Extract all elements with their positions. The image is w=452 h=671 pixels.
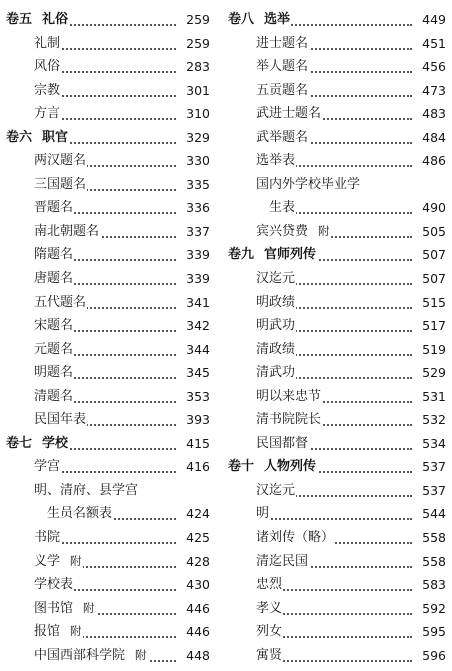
page-number: 345 [178, 361, 210, 385]
toc-entry-label [228, 455, 317, 479]
toc-entry [6, 173, 210, 197]
entry-title: 明政绩 [256, 294, 296, 310]
entry-title: 晋题名 [34, 200, 74, 216]
toc-entry [6, 149, 210, 173]
toc-entry-label [228, 126, 309, 150]
page-number: 341 [178, 291, 210, 315]
entry-title: 民国年表 [34, 412, 87, 428]
toc-entry-label [6, 291, 87, 315]
entry-title: 举人题名 [256, 59, 309, 75]
table-of-contents [0, 8, 452, 668]
toc-entry [228, 149, 446, 173]
toc-entry [6, 479, 210, 503]
toc-entry-label [228, 8, 291, 32]
entry-title: 书院 [34, 530, 61, 546]
volume-title: 职官 [42, 129, 69, 145]
toc-entry [228, 361, 446, 385]
volume-number: 卷八 [228, 12, 255, 27]
toc-entry-label [6, 385, 74, 409]
page-number: 486 [414, 149, 446, 173]
page-number: 337 [178, 220, 210, 244]
entry-title: 明 [256, 506, 270, 522]
toc-entry [228, 338, 446, 362]
page-number: 353 [178, 385, 210, 409]
toc-entry-label [228, 55, 309, 79]
toc-entry [6, 267, 210, 291]
toc-entry-label [228, 550, 309, 574]
page-number: 456 [414, 55, 446, 79]
toc-entry [228, 126, 446, 150]
toc-entry-label [228, 173, 361, 197]
entry-title: 礼制 [34, 35, 61, 51]
toc-volume-heading [6, 126, 210, 150]
toc-entry [6, 526, 210, 550]
toc-entry [6, 385, 210, 409]
toc-entry [6, 550, 210, 574]
entry-title: 生表 [269, 200, 296, 216]
page-number: 473 [414, 79, 446, 103]
entry-title: 义学 [34, 553, 61, 569]
page-number: 529 [414, 361, 446, 385]
entry-title: 清题名 [34, 388, 74, 404]
toc-entry-label [6, 102, 61, 126]
page-number: 596 [414, 644, 446, 668]
volume-number: 卷五 [6, 12, 33, 27]
page-number: 339 [178, 243, 210, 267]
toc-entry-label [6, 338, 74, 362]
toc-entry [6, 291, 210, 315]
toc-entry-label [6, 455, 61, 479]
toc-entry [228, 432, 446, 456]
volume-title: 人物列传 [264, 459, 317, 475]
toc-entry [228, 573, 446, 597]
toc-entry-label [228, 361, 296, 385]
volume-title: 官师列传 [264, 247, 317, 263]
page-number: 335 [178, 173, 210, 197]
toc-entry [228, 32, 446, 56]
page-number: 507 [414, 243, 446, 267]
toc-column-left [6, 8, 210, 667]
toc-entry-label [6, 526, 61, 550]
toc-entry-label [6, 597, 96, 621]
toc-entry [228, 102, 446, 126]
toc-entry-label [228, 149, 296, 173]
toc-entry-label [228, 314, 296, 338]
page-number: 483 [414, 102, 446, 126]
entry-title: 宋题名 [34, 318, 74, 334]
entry-title: 明武功 [256, 318, 296, 334]
toc-entry [6, 338, 210, 362]
toc-volume-heading [228, 455, 446, 479]
appendix-marker: 附 [70, 624, 82, 639]
toc-entry-label [6, 32, 61, 56]
page-number: 583 [414, 573, 446, 597]
entry-title: 宾兴贷费 [256, 223, 309, 239]
toc-volume-heading [228, 8, 446, 32]
toc-entry-continuation [228, 196, 446, 220]
toc-entry [6, 196, 210, 220]
entry-title: 寓贤 [256, 647, 283, 663]
page-number: 519 [414, 338, 446, 362]
toc-entry [6, 408, 210, 432]
page-number: 393 [178, 408, 210, 432]
toc-entry [6, 220, 210, 244]
entry-title: 图书馆 [34, 600, 74, 616]
entry-title: 明题名 [34, 365, 74, 381]
toc-entry-label [228, 196, 296, 220]
entry-title: 清武功 [256, 365, 296, 381]
volume-title: 学校 [42, 435, 69, 451]
toc-entry-label [6, 644, 148, 668]
toc-entry [228, 173, 446, 197]
page-number: 416 [178, 455, 210, 479]
page-number: 424 [178, 502, 210, 526]
toc-entry-label [6, 479, 139, 503]
toc-entry [228, 620, 446, 644]
toc-entry-label [6, 243, 74, 267]
toc-entry-label [228, 291, 296, 315]
entry-title: 孝义 [256, 600, 283, 616]
appendix-marker: 附 [135, 647, 147, 662]
toc-entry-label [228, 408, 322, 432]
appendix-marker: 附 [318, 223, 330, 238]
volume-number: 卷七 [6, 435, 33, 451]
toc-entry-label [6, 432, 69, 456]
page-number: 558 [414, 550, 446, 574]
toc-entry [228, 526, 446, 550]
entry-title: 宗教 [34, 82, 61, 98]
entry-title: 武进士题名 [256, 106, 322, 122]
entry-title: 清政绩 [256, 341, 296, 357]
toc-entry [6, 102, 210, 126]
volume-number: 卷九 [228, 247, 255, 263]
toc-entry [6, 243, 210, 267]
toc-entry [6, 314, 210, 338]
toc-entry-label [6, 550, 83, 574]
page-number: 595 [414, 620, 446, 644]
toc-entry-label [6, 55, 61, 79]
toc-entry-label [228, 32, 309, 56]
entry-title: 汉迄元 [256, 271, 296, 287]
entry-title: 武举题名 [256, 129, 309, 145]
page-number: 259 [178, 32, 210, 56]
toc-entry-label [228, 385, 322, 409]
toc-entry [228, 220, 446, 244]
volume-number: 卷十 [228, 459, 255, 475]
entry-title: 清迄民国 [256, 553, 309, 569]
toc-entry-label [228, 102, 322, 126]
page-number: 339 [178, 267, 210, 291]
toc-volume-heading [6, 432, 210, 456]
toc-entry-label [228, 597, 283, 621]
toc-entry-label [228, 526, 335, 550]
entry-title: 明、清府、县学宫 [34, 482, 139, 498]
toc-entry-label [228, 573, 283, 597]
page-number: 537 [414, 479, 446, 503]
toc-entry [6, 361, 210, 385]
page-number: 446 [178, 620, 210, 644]
toc-entry-label [228, 267, 296, 291]
entry-title: 汉迄元 [256, 482, 296, 498]
toc-entry-label [6, 126, 69, 150]
entry-title: 选举表 [256, 153, 296, 169]
entry-title: 两汉题名 [34, 153, 87, 169]
toc-entry [228, 79, 446, 103]
entry-title: 民国都督 [256, 435, 309, 451]
appendix-marker: 附 [70, 553, 82, 568]
toc-entry-label [228, 502, 270, 526]
toc-entry [228, 314, 446, 338]
page-number: 283 [178, 55, 210, 79]
page-number: 531 [414, 385, 446, 409]
entry-title: 忠烈 [256, 577, 283, 593]
toc-entry [228, 55, 446, 79]
toc-entry [6, 620, 210, 644]
toc-entry-label [6, 173, 87, 197]
page-number: 336 [178, 196, 210, 220]
toc-entry [6, 79, 210, 103]
entry-title: 唐题名 [34, 271, 74, 287]
entry-title: 隋题名 [34, 247, 74, 263]
toc-entry-label [6, 573, 74, 597]
page-number: 592 [414, 597, 446, 621]
page-number: 484 [414, 126, 446, 150]
entry-title: 报馆 [34, 624, 61, 640]
entry-title: 五贡题名 [256, 82, 309, 98]
entry-title: 学宫 [34, 459, 61, 475]
toc-entry-label [228, 338, 296, 362]
entry-title: 中国西部科学院 [34, 647, 126, 663]
entry-title: 三国题名 [34, 176, 87, 192]
volume-number: 卷六 [6, 129, 33, 145]
page-number: 415 [178, 432, 210, 456]
toc-entry [228, 385, 446, 409]
entry-title: 学校表 [34, 577, 74, 593]
toc-entry-label [228, 243, 317, 267]
entry-title: 诸刘传（略） [256, 530, 335, 546]
toc-entry [228, 291, 446, 315]
page-number: 344 [178, 338, 210, 362]
toc-entry-label [6, 361, 74, 385]
appendix-marker: 附 [83, 600, 95, 615]
toc-entry [228, 479, 446, 503]
toc-entry-label [228, 79, 309, 103]
toc-entry-label [6, 220, 100, 244]
page-number: 534 [414, 432, 446, 456]
toc-entry-label [6, 267, 74, 291]
volume-title: 选举 [264, 12, 291, 27]
toc-entry [228, 597, 446, 621]
toc-entry-label [228, 644, 283, 668]
toc-entry [228, 408, 446, 432]
page-number: 446 [178, 597, 210, 621]
page-number: 310 [178, 102, 210, 126]
page-number: 449 [414, 8, 446, 32]
entry-title: 风俗 [34, 59, 61, 75]
entry-title: 方言 [34, 106, 61, 122]
toc-entry [6, 32, 210, 56]
toc-entry [6, 573, 210, 597]
volume-title: 礼俗 [42, 12, 69, 27]
toc-entry-label [228, 432, 309, 456]
page-number: 448 [178, 644, 210, 668]
toc-entry-continuation [6, 502, 210, 526]
toc-entry [6, 55, 210, 79]
toc-entry-label [6, 8, 69, 32]
toc-entry-label [6, 314, 74, 338]
toc-entry-label [228, 220, 331, 244]
entry-title: 明以来忠节 [256, 388, 322, 404]
toc-entry [228, 644, 446, 668]
page-number: 558 [414, 526, 446, 550]
entry-title: 清书院院长 [256, 412, 322, 428]
page-number: 537 [414, 455, 446, 479]
toc-entry-label [6, 620, 83, 644]
page-number: 430 [178, 573, 210, 597]
page-number: 342 [178, 314, 210, 338]
entry-title: 南北朝题名 [34, 223, 100, 239]
entry-title: 国内外学校毕业学 [256, 176, 361, 192]
page-number: 301 [178, 79, 210, 103]
toc-entry [6, 455, 210, 479]
page-number: 425 [178, 526, 210, 550]
page-number: 505 [414, 220, 446, 244]
toc-entry-label [6, 149, 87, 173]
page-number: 507 [414, 267, 446, 291]
toc-entry-label [6, 196, 74, 220]
page-number: 532 [414, 408, 446, 432]
page-number: 330 [178, 149, 210, 173]
page-number: 544 [414, 502, 446, 526]
toc-entry-label [228, 479, 296, 503]
entry-title: 五代题名 [34, 294, 87, 310]
toc-entry-label [6, 408, 87, 432]
toc-entry [228, 550, 446, 574]
entry-title: 元题名 [34, 341, 74, 357]
toc-volume-heading [6, 8, 210, 32]
page-number: 451 [414, 32, 446, 56]
page-number: 329 [178, 126, 210, 150]
toc-column-right [228, 8, 446, 667]
entry-title: 进士题名 [256, 35, 309, 51]
page-number: 259 [178, 8, 210, 32]
toc-entry-label [228, 620, 283, 644]
toc-entry [228, 502, 446, 526]
toc-entry-label [6, 502, 113, 526]
entry-title: 生员名额表 [47, 506, 113, 522]
toc-entry [6, 597, 210, 621]
toc-entry [6, 644, 210, 668]
page-number: 428 [178, 550, 210, 574]
entry-title: 列女 [256, 624, 283, 640]
page-number: 490 [414, 196, 446, 220]
page-number: 515 [414, 291, 446, 315]
toc-entry-label [6, 79, 61, 103]
page-number: 517 [414, 314, 446, 338]
toc-volume-heading [228, 243, 446, 267]
toc-entry [228, 267, 446, 291]
